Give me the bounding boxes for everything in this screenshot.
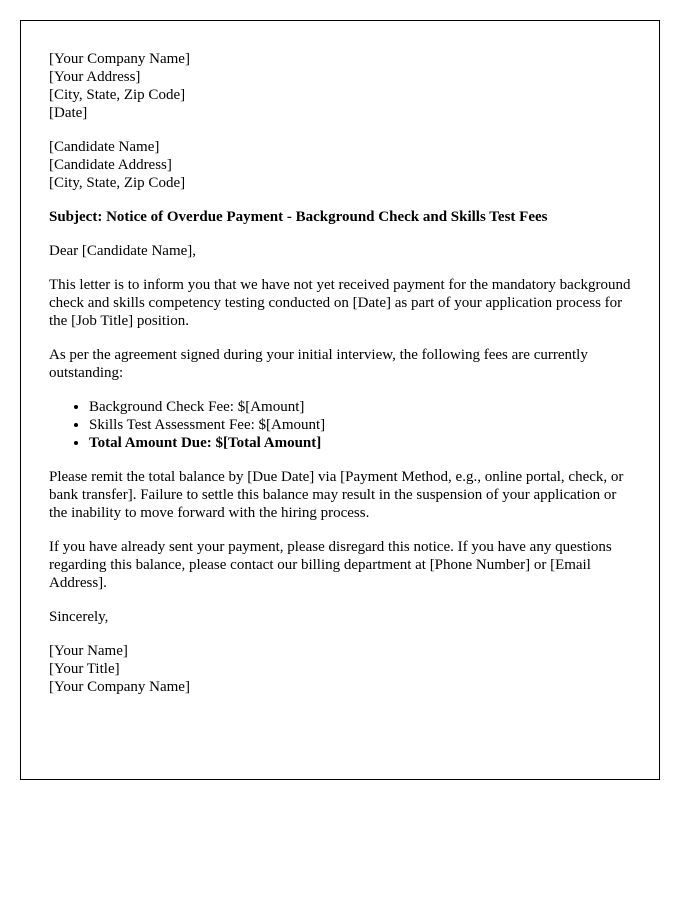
recipient-block	[49, 138, 631, 192]
letter-page	[20, 20, 660, 780]
sender-block	[49, 50, 631, 122]
recipient-city-state-zip: [City, State, Zip Code]	[49, 175, 186, 191]
fee-item-total-due: • Total Amount Due: $[Total Amount]	[89, 434, 631, 452]
signature-company-name: [Your Company Name]	[49, 679, 190, 695]
agreement-paragraph: As per the agreement signed during your initial interview, the following fees are currently outstanding:	[49, 347, 588, 381]
fee-item-background-check: • Background Check Fee: $[Amount]	[89, 398, 631, 416]
fee-list	[49, 398, 631, 452]
fee-item-skills-test: • Skills Test Assessment Fee: $[Amount]	[89, 416, 631, 434]
intro-paragraph: This letter is to inform you that we have not yet received payment for the mandatory background check and skills competency testing conducted on [Date] as part of your application process for the [Job Title] position.	[49, 277, 631, 329]
sender-company-name: [Your Company Name]	[49, 51, 190, 67]
closing: Sincerely,	[49, 609, 109, 625]
sender-address: [Your Address]	[49, 69, 141, 85]
signature-title: [Your Title]	[49, 661, 120, 677]
sender-city-state-zip: [City, State, Zip Code]	[49, 87, 186, 103]
letter-date: [Date]	[49, 105, 88, 121]
recipient-name: [Candidate Name]	[49, 139, 160, 155]
signature-name: [Your Name]	[49, 643, 128, 659]
subject-line: Subject: Notice of Overdue Payment - Background Check and Skills Test Fees	[49, 209, 548, 225]
recipient-address: [Candidate Address]	[49, 157, 172, 173]
salutation: Dear [Candidate Name],	[49, 243, 197, 259]
signature-block	[49, 642, 631, 696]
disregard-paragraph: If you have already sent your payment, please disregard this notice. If you have any questions regarding this balance, please contact our billing department at [Phone Number] or [Email Address].	[49, 539, 612, 591]
remit-paragraph: Please remit the total balance by [Due Date] via [Payment Method, e.g., online portal, check, or bank transfer]. Failure to settle this balance may result in the suspension of your application or the inability to move forward with the hiring process.	[49, 469, 624, 521]
